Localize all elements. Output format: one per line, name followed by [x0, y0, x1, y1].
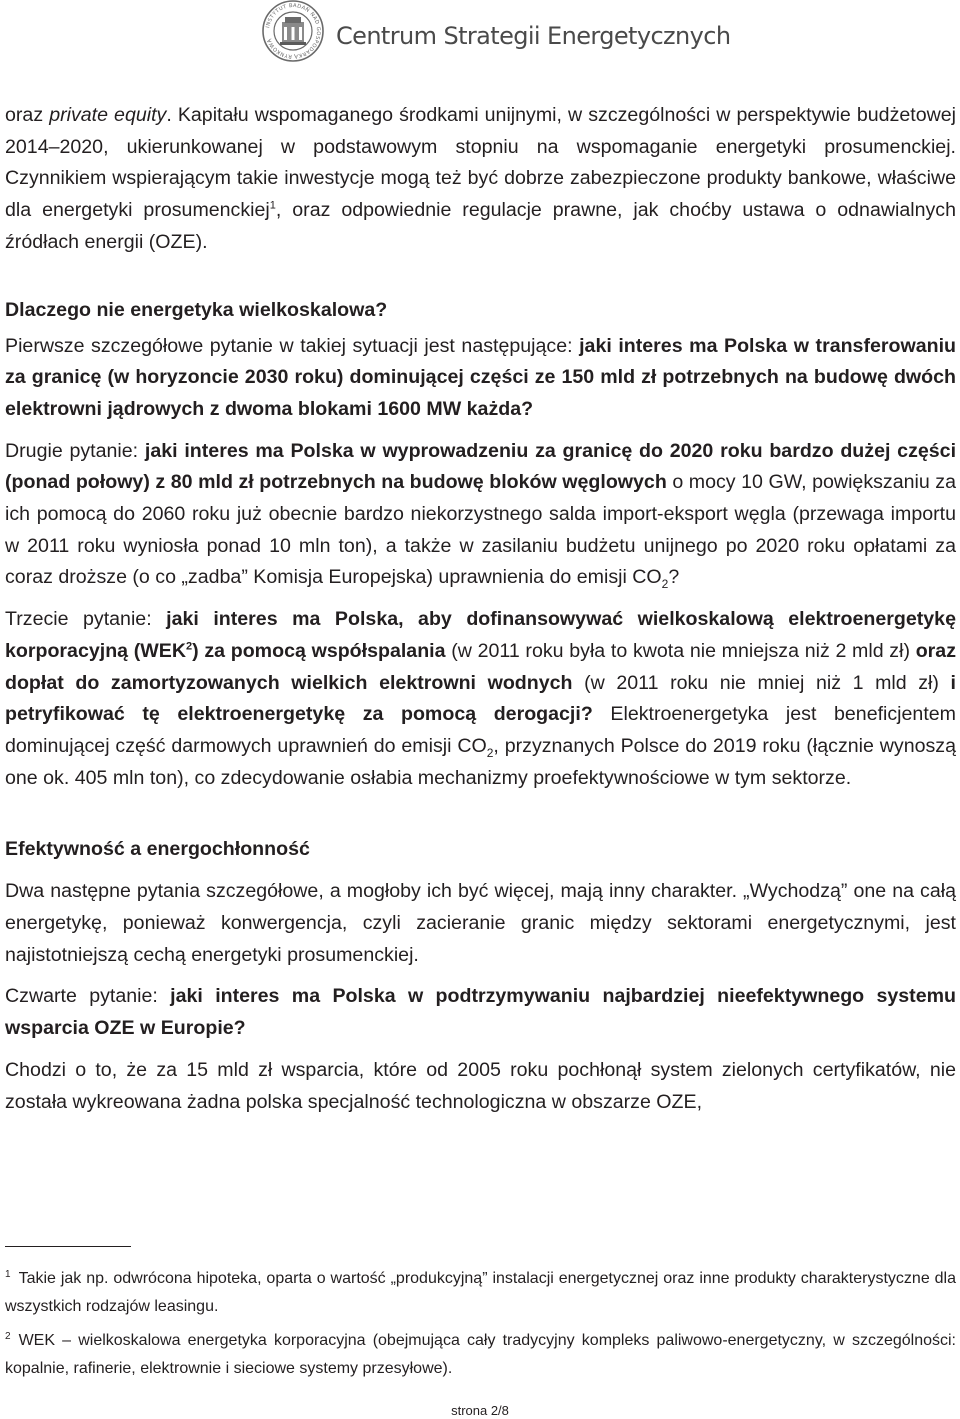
bold-question: jaki interes ma Polska w podtrzymywaniu najbardziej nieefektywnego systemu wsparcia OZE w Europie?	[5, 985, 956, 1040]
subscript: 2	[661, 577, 669, 592]
subscript: 2	[486, 745, 494, 760]
text-run: . Kapitału wspomaganego środkami unijnymi, w szczególności w perspektywie budżetowej 2014–2020, ukierunkowanej w podstawowym stopniu na wspomaganie energetyki prosumenckiej. Czynnikiem wspierającym takie inwestycje mogą też być dobrze zabezpieczone produkty bankowe, właściwe dla energetyki prosumenckiej	[5, 104, 956, 222]
footnote-number: 1	[5, 1268, 11, 1280]
paragraph-private-equity	[5, 100, 956, 259]
text-run: Czwarte pytanie:	[5, 985, 171, 1008]
paragraph-third-question	[5, 604, 956, 794]
text-run: Trzecie pytanie:	[5, 608, 167, 631]
footnotes	[5, 1246, 956, 1389]
paragraph-next-questions: Dwa następne pytania szczegółowe, a mogłoby ich być więcej, mają inny charakter. „Wychodzą” one na całą energetykę, ponieważ konwergencja, czyli zacieranie granic między sektorami energetycznymi, jest najistotniejszą cechą energetyki prosumenckiej.	[5, 880, 956, 966]
text-run: , przyznanych Polsce do 2019 roku (łącznie wynoszą one ok. 405 mln ton), co zdecydowanie osłabia mechanizmy proefektywnościowe w tym sektorze.	[5, 734, 956, 789]
text-run: Pierwsze szczegółowe pytanie w takiej sytuacji jest następujące:	[5, 334, 580, 357]
institute-seal-logo	[262, 0, 324, 62]
org-name-part-3: Energetycznych	[547, 22, 731, 50]
text-run: ?	[668, 566, 680, 589]
bold-question: ) za pomocą współspalania	[192, 639, 446, 662]
footnote-text: Takie jak np. odwrócona hipoteka, oparta o wartość „produkcyjną” instalacji energetycznej oraz inne produkty charakterystyczne dla wszystkich rodzajów leasingu.	[5, 1270, 956, 1315]
text-run: oraz	[5, 104, 50, 126]
text-run: Drugie pytanie:	[5, 439, 145, 462]
paragraph-second-question	[5, 436, 956, 595]
bold-question: jaki interes ma Polska, aby dofinansowywać wielkoskalową elektroenergetykę korporacyjną (WEK	[5, 608, 956, 662]
text-run: Elektroenergetyka jest beneficjentem dominującej część darmowych uprawnień do emisji CO	[5, 703, 956, 757]
text-run: , oraz odpowiednie regulacje prawne, jak choćby ustawa o odnawialnych źródłach energii (OZE).	[5, 199, 956, 253]
paragraph-first-question	[5, 331, 956, 426]
organization-name	[336, 22, 730, 50]
bold-question: jaki interes ma Polska w transferowaniu za granicę (w horyzoncie 2030 roku) dominującej części ze 150 mld zł potrzebnych na budowę dwóch elektrowni jądrowych z dwoma blokami 1600 MW każda?	[5, 334, 956, 420]
page-number: strona 2/8	[451, 1403, 509, 1418]
bold-question: jaki interes ma Polska w wyprowadzeniu za granicę do 2020 roku bardzo dużej części (ponad połowy) z 80 mld zł potrzebnych na budowę bloków węglowych	[5, 439, 957, 494]
text-run: (w 2011 roku nie mniej niż 1 mld zł)	[572, 671, 951, 694]
footnote-ref-2[interactable]: 2	[186, 640, 193, 653]
section-heading-large-scale: Dlaczego nie energetyka wielkoskalowa?	[5, 298, 388, 321]
org-name-part-2: Strategii	[443, 22, 548, 50]
footnote-1	[5, 1265, 956, 1321]
paragraph-fourth-question	[5, 981, 956, 1044]
text-run: (w 2011 roku była to kwota nie mniejsza niż 2 mld zł)	[445, 639, 916, 662]
italic-term: private equity	[49, 104, 167, 126]
footnote-ref-1[interactable]: 1	[269, 199, 276, 212]
page-header	[0, 0, 960, 80]
paragraph-green-certificates: Chodzi o to, że za 15 mld zł wsparcia, które od 2005 roku pochłonął system zielonych certyfikatów, nie została wykreowana żadna polska specjalność technologiczna w obszarze OZE,	[5, 1058, 956, 1113]
svg-text:INSTYTUT BADAŃ NAD GOSPODARKĄ: INSTYTUT BADAŃ NAD GOSPODARKĄ RYNKOWĄ	[265, 2, 322, 60]
bold-question: oraz dopłat do zamortyzowanych wielkich elektrowni wodnych	[5, 639, 956, 694]
footnote-number: 2	[5, 1330, 11, 1342]
footnote-text: WEK – wielkoskalowa energetyka korporacyjna (obejmująca cały tradycyjny kompleks paliwowo-energetyczny, w szczególności: kopalnie, rafinerie, elektrownie i sieciowe systemy przesyłowe).	[5, 1332, 956, 1377]
section-heading-efficiency: Efektywność a energochłonność	[5, 838, 310, 861]
document-body	[5, 100, 956, 1118]
footnote-divider	[5, 1246, 131, 1247]
footnote-2	[5, 1327, 956, 1383]
text-run: o mocy 10 GW, powiększaniu za ich pomocą do 2060 roku już obecnie bardzo niekorzystnego salda import-eksport węgla (przewaga importu w 2011 roku wyniosła ponad 10 mln ton), a także w zasilaniu budżetu unijnego po 2020 roku opłatami za coraz droższe (o co „zadba” Komisja Europejska) uprawnienia do emisji CO	[5, 471, 956, 589]
bold-question: i petryfikować tę elektroenergetykę za pomocą derogacji?	[5, 671, 956, 726]
org-name-part-1: Centrum	[336, 22, 444, 50]
